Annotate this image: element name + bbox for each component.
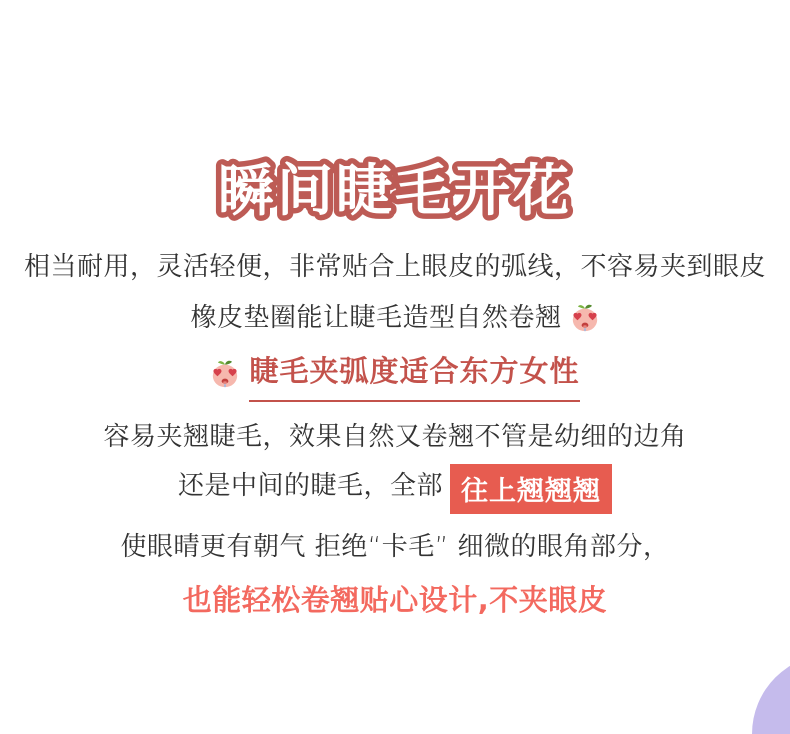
purple-corner-decoration (752, 654, 790, 734)
paragraph-rubber-pad (0, 297, 790, 334)
paragraph-accent-no-pinch: 也能轻松卷翘贴心设计,不夹眼皮 (182, 583, 608, 617)
section-heading (0, 349, 790, 402)
page-title (0, 146, 790, 234)
paragraph-rubber-pad-text: 橡皮垫圈能让睫毛造型自然卷翘 (190, 303, 562, 333)
page-title-text: 瞬间睫毛开花 (218, 159, 572, 224)
peach-heart-eyes-emoji (210, 359, 240, 389)
paragraph-eye-corner: 使眼晴更有朝气 拒绝“卡毛” 细微的眼角部分， (120, 532, 670, 562)
paragraph-all-lashes-text: 还是中间的睫毛，全部 (177, 471, 443, 501)
paragraph-durability: 相当耐用，灵活轻便，非常贴合上眼皮的弧线，不容易夹到眼皮 (23, 252, 766, 282)
paragraph-all-lashes (0, 464, 790, 514)
highlight-badge-curl-up: 往上翘翘翘 (450, 464, 612, 514)
peach-heart-eyes-emoji (570, 303, 600, 333)
paragraph-curl-effect: 容易夹翘睫毛，效果自然又卷翘不管是幼细的边角 (103, 422, 687, 452)
section-heading-text: 睫毛夹弧度适合东方女性 (249, 349, 579, 402)
